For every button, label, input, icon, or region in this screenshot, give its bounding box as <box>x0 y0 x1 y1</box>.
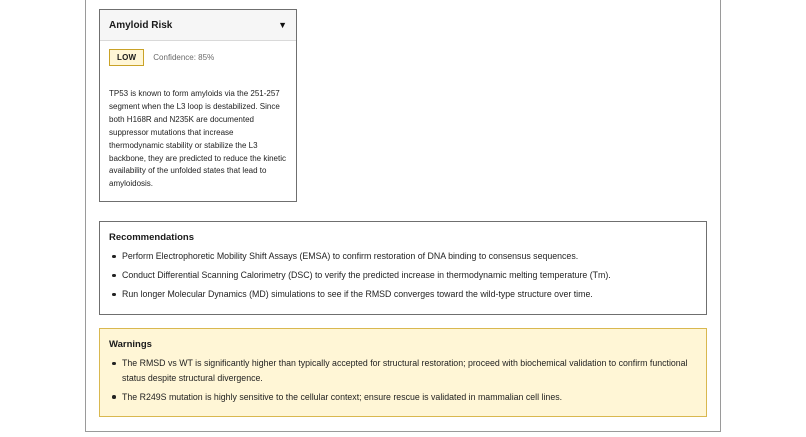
risk-level-badge: LOW <box>109 49 144 66</box>
recommendation-item: Perform Electrophoretic Mobility Shift Assays (EMSA) to confirm restoration of DNA binding to consensus sequences. <box>109 249 697 264</box>
confidence-text: Confidence: 85% <box>153 53 215 62</box>
warning-item: The R249S mutation is highly sensitive to the cellular context; ensure rescue is validated in mammalian cell lines. <box>109 390 697 405</box>
amyloid-risk-header[interactable] <box>100 10 296 41</box>
triangle-down-icon[interactable]: ▼ <box>278 20 287 30</box>
recommendations-title: Recommendations <box>109 232 194 243</box>
amyloid-risk-description: TP53 is known to form amyloids via the 251-257 segment when the L3 loop is destabilized. Since both H168R and N235K are documented suppressor mutations that increase thermodynamic stability or stabilize the L3 backbone, they are predicted to reduce the kinetic availability of the unfolded states that lead to amyloidosis. <box>109 89 286 189</box>
amyloid-risk-title: Amyloid Risk <box>109 19 173 31</box>
amyloid-risk-meta <box>100 41 296 66</box>
warnings-card <box>99 328 707 417</box>
warnings-list <box>109 356 697 404</box>
amyloid-risk-card <box>99 9 297 202</box>
results-panel <box>85 0 721 432</box>
recommendation-item: Conduct Differential Scanning Calorimetry (DSC) to verify the predicted increase in thermodynamic melting temperature (Tm). <box>109 268 697 283</box>
recommendation-item: Run longer Molecular Dynamics (MD) simulations to see if the RMSD converges toward the wild-type structure over time. <box>109 287 697 302</box>
warnings-title: Warnings <box>109 339 152 350</box>
recommendations-list <box>109 249 697 302</box>
recommendations-card <box>99 221 707 315</box>
warning-item: The RMSD vs WT is significantly higher than typically accepted for structural restoration; proceed with biochemical validation to confirm functional status despite structural divergence. <box>109 356 697 385</box>
